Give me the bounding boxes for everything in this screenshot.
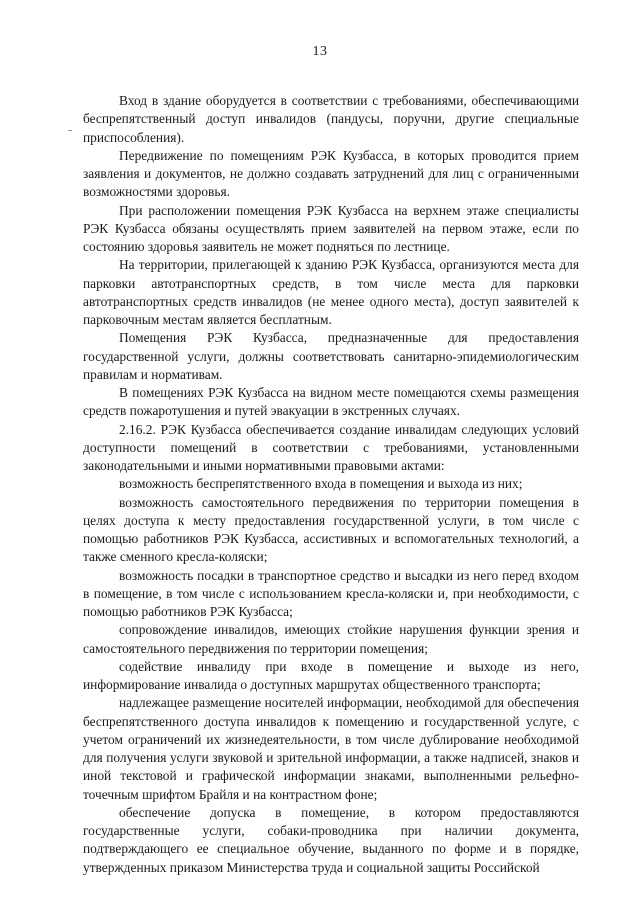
paragraph: содействие инвалиду при входе в помещение и выходе из него, информирование инвалида о доступных маршрутах общественного транспорта;	[83, 658, 579, 692]
paragraph: 2.16.2. РЭК Кузбасса обеспечивается создание инвалидам следующих условий доступности помещений в соответствии с требованиями, установленными законодательными и иными нормативными правовыми актами:	[83, 421, 579, 473]
paragraph: надлежащее размещение носителей информации, необходимой для обеспечения беспрепятственного доступа инвалидов к помещению и государственной услуге, с учетом ограничений их жизнедеятельности, в том числе дублирование необходимой для получения услуги звуковой и зрительной информации, а также надписей, знаков и иной текстовой и графической информации знаками, выполненными рельефно-точечным шрифтом Брайля и на контрастном фоне;	[83, 695, 579, 802]
paragraph: возможность посадки в транспортное средство и высадки из него перед входом в помещение, в том числе с использованием кресла-коляски и, при необходимости, с помощью работников РЭК Кузбасса;	[83, 567, 579, 619]
paragraph: сопровождение инвалидов, имеющих стойкие нарушения функции зрения и самостоятельного передвижения по территории помещения;	[83, 622, 579, 656]
page-number: 13	[312, 44, 328, 59]
paragraph: Передвижение по помещениям РЭК Кузбасса, в которых проводится прием заявления и документов, не должно создавать затруднений для лиц с ограниченными возможностями здоровья.	[83, 147, 579, 200]
paragraph: На территории, прилегающей к зданию РЭК Кузбасса, организуются места для парковки автотранспортных средств, в том числе места для парковки автотранспортных средств инвалидов (не менее одного места), доступ заявителей к парковочным местам является бесплатным.	[83, 257, 579, 327]
paragraph: Помещения РЭК Кузбасса, предназначенные для предоставления государственной услуги, должны соответствовать санитарно-эпидемиологическим правилам и нормативам.	[83, 330, 579, 382]
paragraph: При расположении помещения РЭК Кузбасса на верхнем этаже специалисты РЭК Кузбасса обязаны осуществлять прием заявителей на первом этаже, если по состоянию здоровья заявитель не может подняться по лестнице.	[83, 202, 579, 254]
paragraph: возможность самостоятельного передвижения по территории помещения в целях доступа к месту предоставления государственной услуги, в том числе с помощью работников РЭК Кузбасса, ассистивных и вспомогательных технологий, а также сменного кресла-коляски;	[83, 494, 579, 565]
document-body	[83, 92, 579, 877]
paragraph: Вход в здание оборудуется в соответствии с требованиями, обеспечивающими беспрепятственный доступ инвалидов (пандусы, поручни, другие специальные приспособления).	[83, 93, 579, 145]
paragraph: обеспечение допуска в помещение, в котором предоставляются государственные услуги, собаки-проводника при наличии документа, подтверждающего ее специальное обучение, выданного по форме и в порядке, утвержденных приказом Министерства труда и социальной защиты Российской	[83, 804, 579, 875]
paragraph: В помещениях РЭК Кузбасса на видном месте помещаются схемы размещения средств пожаротушения и путей эвакуации в экстренных случаях.	[83, 385, 579, 419]
paragraph: возможность беспрепятственного входа в помещения и выхода из них;	[119, 476, 523, 492]
scan-artifact	[68, 130, 72, 131]
